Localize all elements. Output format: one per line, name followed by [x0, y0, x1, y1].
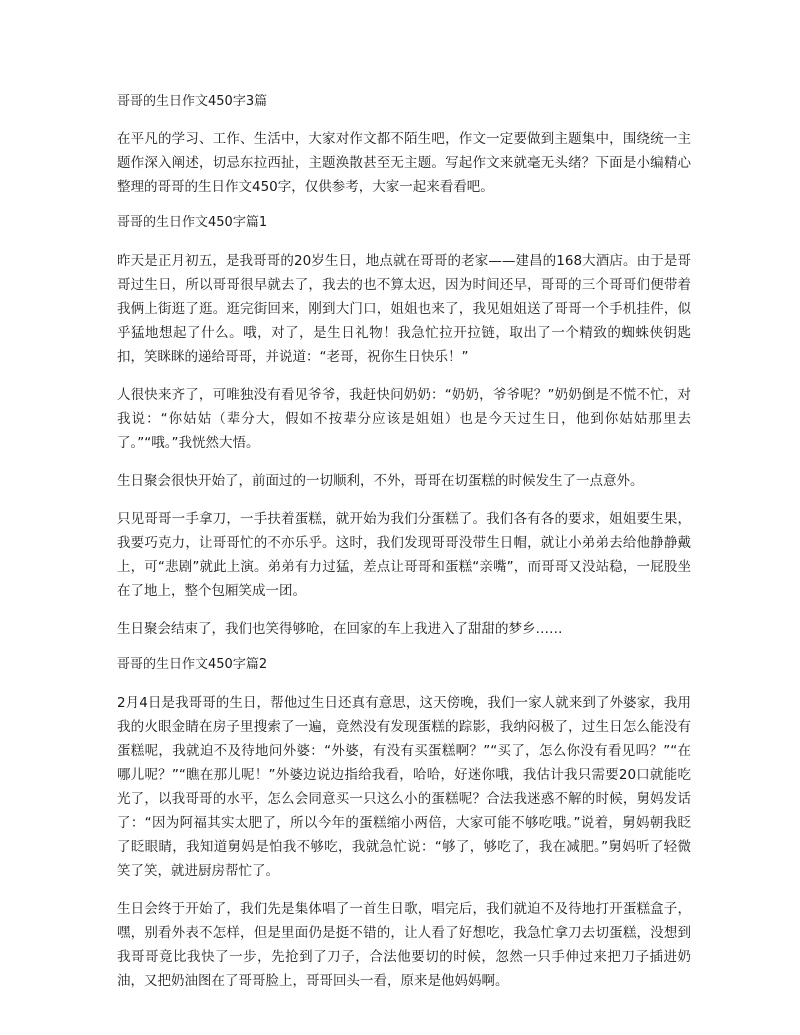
document-title: 哥哥的生日作文450字3篇	[117, 94, 268, 109]
intro-paragraph: 在平凡的学习、工作、生活中，大家对作文都不陌生吧，作文一定要做到主题集中，围绕统一主题作深入阐述，切忌东拉西扯，主题涣散甚至无主题。写起作文来就毫无头绪？下面是小编精心整理的哥哥的生日作文450字，仅供参考，大家一起来看看吧。	[117, 131, 691, 195]
section-2-paragraph-2: 生日会终于开始了，我们先是集体唱了一首生日歌，唱完后，我们就迫不及待地打开蛋糕盒子，嘿，别看外表不怎样，但是里面仍是挺不错的，让人看了好想吃，我急忙拿刀去切蛋糕，没想到我哥哥竟比我快了一步，先抢到了刀子，合法他要切的时候，忽然一只手伸过来把刀子插进奶油，又把奶油图在了哥哥脸上，哥哥回头一看，原来是他妈妈啊。	[117, 901, 691, 989]
section-1-paragraph-4: 只见哥哥一手拿刀，一手扶着蛋糕，就开始为我们分蛋糕了。我们各有各的要求，姐姐要生果，我要巧克力，让哥哥忙的不亦乐乎。这时，我们发现哥哥没带生日帽，就让小弟弟去给他静静戴上，可“悲剧”就此上演。弟弟有力过猛，差点让哥哥和蛋糕“亲嘴”，而哥哥又没站稳，一屁股坐在了地上，整个包厢笑成一团。	[117, 511, 691, 599]
section-1-paragraph-1: 昨天是正月初五，是我哥哥的20岁生日，地点就在哥哥的老家——建昌的168大酒店。由于是哥哥过生日，所以哥哥很早就去了，我去的也不算太迟，因为时间还早，哥哥的三个哥哥们便带着我俩上街逛了逛。逛完街回来，刚到大门口，姐姐也来了，我见姐姐送了哥哥一个手机挂件，似乎猛地想起了什么。哦，对了，是生日礼物！我急忙拉开拉链，取出了一个精致的蜘蛛侠钥匙扣，笑眯眯的递给哥哥，并说道：“老哥，祝你生日快乐！”	[117, 253, 691, 365]
section-1-title: 哥哥的生日作文450字篇1	[117, 215, 268, 230]
section-2-paragraph-1: 2月4日是我哥哥的生日，帮他过生日还真有意思，这天傍晚，我们一家人就来到了外婆家，我用我的火眼金睛在房子里搜索了一遍，竟然没有发现蛋糕的踪影，我纳闷极了，过生日怎么能没有蛋糕呢，我就迫不及待地问外婆：“外婆，有没有买蛋糕啊？”“买了，怎么你没有看见吗？”“在哪儿呢？”“瞧在那儿呢！”外婆边说边指给我看，哈哈，好迷你哦，我估计我只需要20口就能吃光了，以我哥哥的水平，怎么会同意买一只这么小的蛋糕呢？合法我迷惑不解的时候，舅妈发话了：“因为阿福其实太肥了，所以今年的蛋糕缩小两倍，大家可能不够吃哦。”说着，舅妈朝我眨了眨眼睛，我知道舅妈是怕我不够吃，我就急忙说：“够了，够吃了，我在减肥。”舅妈听了轻微笑了笑，就进厨房帮忙了。	[117, 695, 691, 879]
document-page	[117, 92, 691, 1007]
section-1-paragraph-5: 生日聚会结束了，我们也笑得够呛，在回家的车上我进入了甜甜的梦乡……	[117, 621, 563, 637]
section-1	[117, 213, 691, 641]
section-1-paragraph-3: 生日聚会很快开始了，前面过的一切顺利，不外，哥哥在切蛋糕的时候发生了一点意外。	[117, 473, 644, 489]
section-1-paragraph-2: 人很快来齐了，可唯独没有看见爷爷，我赶快问奶奶：“奶奶，爷爷呢？”奶奶倒是不慌不忙，对我说：“你姑姑（辈分大，假如不按辈分应该是姐姐）也是今天过生日，他到你姑姑那里去了。”“哦。”我恍然大悟。	[117, 387, 691, 451]
section-2-title: 哥哥的生日作文450字篇2	[117, 657, 268, 672]
section-2	[117, 655, 691, 993]
